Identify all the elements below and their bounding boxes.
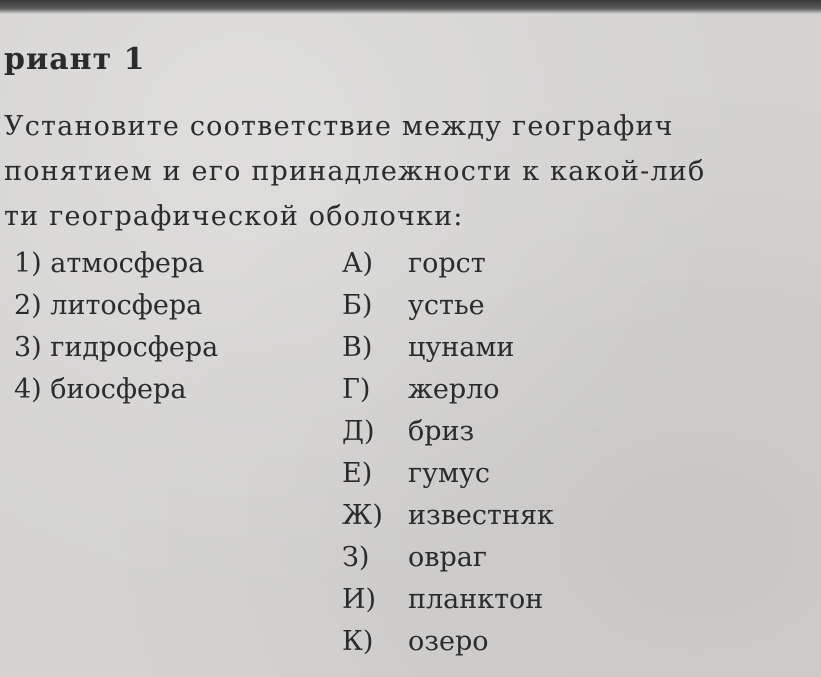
concept-letter: Е) <box>342 458 373 489</box>
concept-item <box>342 495 554 537</box>
concept-text: горст <box>408 248 486 279</box>
concept-item <box>342 285 554 327</box>
concept-item <box>342 621 554 663</box>
concepts-list <box>342 243 554 663</box>
concept-text: жерло <box>408 374 500 405</box>
concept-text: овраг <box>408 542 487 573</box>
concept-letter: Д) <box>342 416 375 447</box>
concept-text: цунами <box>408 332 515 363</box>
concept-item <box>342 369 554 411</box>
task-line: понятием и его принадлежности к какой-либ <box>4 156 706 187</box>
concept-text: планктон <box>408 584 544 615</box>
sphere-item: 1) атмосфера <box>14 248 205 279</box>
spheres-list <box>14 243 218 411</box>
concept-text: озеро <box>408 626 489 657</box>
task-line: ти географической оболочки: <box>4 201 464 232</box>
concept-text: гумус <box>408 458 491 489</box>
concept-letter: И) <box>342 584 377 615</box>
concept-letter: Ж) <box>342 500 383 531</box>
concept-letter: З) <box>342 542 370 573</box>
concept-letter: К) <box>342 626 374 657</box>
sphere-item: 4) биосфера <box>14 374 187 405</box>
concept-letter: Г) <box>342 374 371 405</box>
concept-text: устье <box>408 290 485 321</box>
concept-text: известняк <box>408 500 554 531</box>
concept-letter: Б) <box>342 290 373 321</box>
concept-item <box>342 537 554 579</box>
concept-item <box>342 453 554 495</box>
task-text <box>4 104 821 239</box>
concept-item <box>342 579 554 621</box>
concept-text: бриз <box>408 416 475 447</box>
concept-item <box>342 243 554 285</box>
concept-letter: А) <box>342 248 373 279</box>
sphere-item: 3) гидросфера <box>14 332 219 363</box>
concept-item <box>342 411 554 453</box>
variant-heading: риант 1 <box>4 42 146 77</box>
concept-item <box>342 327 554 369</box>
sphere-item: 2) литосфера <box>14 290 203 321</box>
page-shadow <box>0 0 821 14</box>
task-line: Установите соответствие между географич <box>4 111 674 142</box>
concept-letter: В) <box>342 332 373 363</box>
